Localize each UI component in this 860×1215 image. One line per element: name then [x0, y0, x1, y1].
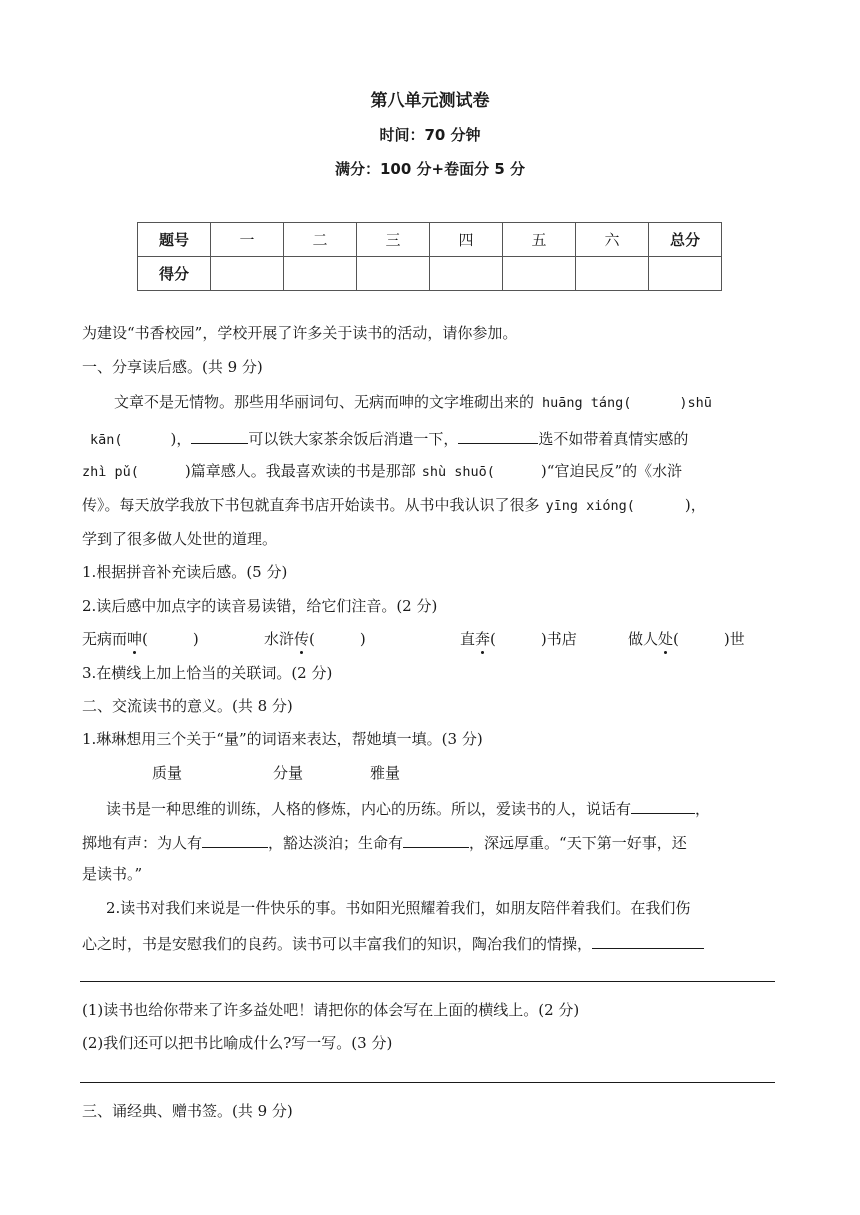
section1-passage-line4 — [82, 495, 706, 516]
intro-text: 为建设“书香校园”，学校开展了许多关于读书的活动，请你参加。 — [82, 324, 518, 342]
passage-text: )“官迫民反”的《水浒 — [540, 462, 683, 480]
word-option: 雅量 — [370, 764, 401, 782]
passage-text: )， — [170, 430, 192, 448]
passage-text: ，豁达淡泊；生命有 — [268, 834, 404, 852]
passage-text: 读书是一种思维的训练，人格的修炼，内心的历练。所以，爱读书的人，说话有 — [106, 800, 632, 818]
dotted-word-2 — [264, 629, 366, 649]
dotted-word-3 — [460, 629, 577, 649]
score-table-row-score: 得分 — [138, 257, 211, 291]
section2-q1: 1.琳琳想用三个关于“量”的词语来表达，帮她填一填。(3 分) — [82, 730, 483, 748]
section1-heading: 一、分享读后感。(共 9 分) — [82, 358, 263, 376]
pinyin-shu: )shū — [679, 395, 712, 411]
dotted-char: 呻 — [127, 630, 143, 648]
section1-passage-line2 — [90, 427, 688, 450]
pinyin-zhipu: zhì pǔ( — [82, 464, 139, 480]
section1-passage-line3 — [82, 461, 682, 482]
section1-q3: 3.在横线上加上恰当的关联词。(2 分) — [82, 664, 333, 682]
answer-line[interactable] — [80, 981, 775, 982]
section1-q2: 2.读后感中加点字的读音易读错，给它们注音。(2 分) — [82, 597, 438, 615]
passage-text: 可以铁大家茶余饭后消遣一下， — [248, 430, 459, 448]
fill-blank[interactable] — [631, 797, 695, 814]
phonetic-blank[interactable]: ( ) — [142, 630, 199, 648]
passage-text: 文章不是无情物。那些用华丽词句、无病而呻的文字堆砌出来的 — [114, 393, 535, 411]
score-table-row-header: 题号 — [138, 223, 211, 257]
dotted-word-4 — [628, 629, 745, 649]
score-cell[interactable] — [576, 257, 649, 291]
exam-score: 满分：100 分+卷面分 5 分 — [335, 160, 525, 178]
score-table-col: 二 — [284, 223, 357, 257]
score-table-col: 一 — [211, 223, 284, 257]
section1-passage-line5: 学到了很多做人处世的道理。 — [82, 530, 278, 548]
section2-heading: 二、交流读书的意义。(共 8 分) — [82, 697, 293, 715]
passage-text: ， — [695, 800, 711, 818]
section2-sub1: (1)读书也给你带来了许多益处吧！请把你的体会写在上面的横线上。(2 分) — [82, 1001, 580, 1019]
word-option: 质量 — [152, 764, 183, 782]
phonetic-blank[interactable]: ( )世 — [673, 630, 745, 648]
exam-time: 时间：70 分钟 — [379, 126, 481, 144]
fill-blank[interactable] — [202, 831, 268, 848]
phonetic-blank[interactable]: ( ) — [309, 630, 366, 648]
word-text: 直 — [460, 630, 476, 648]
word-text: 水浒 — [264, 630, 295, 648]
score-cell[interactable] — [503, 257, 576, 291]
score-table-col: 六 — [576, 223, 649, 257]
dotted-char: 传 — [294, 630, 310, 648]
dotted-char: 奔 — [475, 630, 491, 648]
passage-text: )， — [684, 496, 706, 514]
fill-blank[interactable] — [403, 831, 469, 848]
section2-q2-line2 — [82, 932, 704, 954]
pinyin-yingxiong: yīng xióng( — [545, 498, 635, 514]
passage-text: 选不如带着真情实感的 — [538, 430, 689, 448]
word-text: 无病而 — [82, 630, 128, 648]
pinyin-kan: kān( — [90, 432, 123, 448]
score-table-score-row — [138, 257, 722, 291]
page-title: 第八单元测试卷 — [370, 91, 490, 111]
section2-passage-line1 — [106, 797, 710, 819]
score-table-header-row — [138, 223, 722, 257]
passage-text: 传》。每天放学我放下书包就直奔书店开始读书。从书中我认识了很多 — [82, 496, 540, 514]
score-cell[interactable] — [430, 257, 503, 291]
score-table-col: 三 — [357, 223, 430, 257]
phonetic-blank[interactable]: ( )书店 — [490, 630, 577, 648]
passage-text: ，深远厚重。“天下第一好事，还 — [469, 834, 687, 852]
score-cell[interactable] — [284, 257, 357, 291]
section2-sub2: (2)我们还可以把书比喻成什么?写一写。(3 分) — [82, 1034, 393, 1052]
pinyin-huangtang: huāng táng( — [542, 395, 632, 411]
pinyin-shushuo: shù shuō( — [421, 464, 495, 480]
section1-q1: 1.根据拼音补充读后感。(5 分) — [82, 563, 288, 581]
answer-line[interactable] — [592, 932, 704, 949]
passage-text: 掷地有声：为人有 — [82, 834, 203, 852]
section1-passage-line1 — [114, 392, 712, 413]
answer-line[interactable] — [80, 1082, 775, 1083]
conjunction-blank[interactable] — [191, 427, 248, 444]
score-table-col: 五 — [503, 223, 576, 257]
section2-passage-line3: 是读书。” — [82, 865, 143, 883]
score-table — [137, 222, 722, 291]
score-cell[interactable] — [357, 257, 430, 291]
word-option: 分量 — [273, 764, 304, 782]
section2-passage-line2 — [82, 831, 687, 853]
score-cell[interactable] — [211, 257, 284, 291]
section3-heading: 三、诵经典、赠书签。(共 9 分) — [82, 1102, 293, 1120]
score-table-col-total: 总分 — [649, 223, 722, 257]
conjunction-blank[interactable] — [458, 427, 538, 444]
section2-q2-line1: 2.读书对我们来说是一件快乐的事。书如阳光照耀着我们，如朋友陪伴着我们。在我们伤 — [106, 899, 691, 917]
passage-text: 心之时，书是安慰我们的良药。读书可以丰富我们的知识，陶冶我们的情操， — [82, 935, 593, 953]
word-text: 做人 — [628, 630, 659, 648]
dotted-char: 处 — [658, 630, 674, 648]
dotted-word-1 — [82, 629, 199, 649]
score-table-col: 四 — [430, 223, 503, 257]
score-cell[interactable] — [649, 257, 722, 291]
passage-text: )篇章感人。我最喜欢读的书是那部 — [184, 462, 416, 480]
